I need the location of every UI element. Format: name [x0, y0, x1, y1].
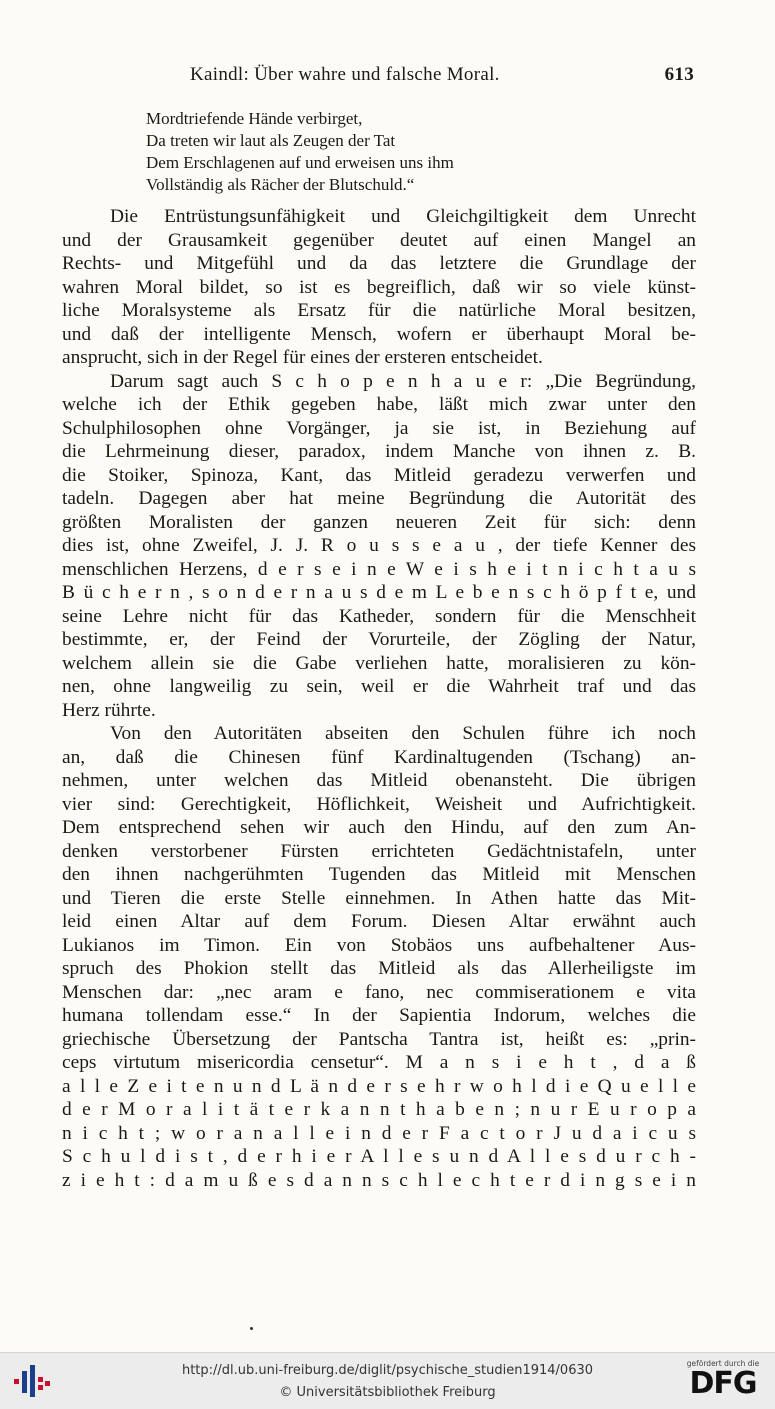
funder-logo [681, 1359, 765, 1405]
text-line: größten Moralisten der ganzen neueren Zeit für sich: denn [62, 511, 696, 533]
text-line: seine Lehre nicht für das Katheder, sondern für die Menschheit [62, 605, 696, 627]
text-line: leid einen Altar auf dem Forum. Diesen Altar erwähnt auch [62, 911, 696, 932]
text-line: dies ist, ohne Zweifel, J. J. R o u s s e a u , der tiefe Kenner des [62, 535, 696, 556]
text-line: z i e h t : d a m u ß e s d a n n s c h l e c h t e r d i n g s e i n [62, 1169, 696, 1191]
verse-line: Vollständig als Rächer der Blutschuld.“ [146, 175, 415, 194]
text-line: und daß der intelligente Mensch, wofern er überhaupt Moral be- [62, 323, 696, 345]
text-line: liche Moralsysteme als Ersatz für die natürliche Moral besitzen, [62, 300, 696, 321]
text-line: den ihnen nachgerühmten Tugenden das Mitleid mit Menschen [62, 864, 696, 885]
text-line: ansprucht, sich in der Regel für eines der ersteren entscheidet. [62, 347, 543, 368]
text-line: Darum sagt auch S c h o p e n h a u e r: „Die Begründung, [110, 370, 696, 392]
viewer-footer [0, 1352, 775, 1409]
text-line: Lukianos im Timon. Ein von Stobäos uns aufbehaltener Aus- [62, 934, 696, 956]
text-line: die Stoiker, Spinoza, Kant, das Mitleid geradezu verwerfen und [62, 464, 696, 486]
text-line: a l l e Z e i t e n u n d L ä n d e r s e h r w o h l d i e Q u e l l e [62, 1075, 696, 1097]
text-line: spruch des Phokion stellt das Mitleid als das Allerheiligste im [62, 958, 696, 979]
text-line: Von den Autoritäten abseiten den Schulen führe ich noch [110, 723, 696, 744]
text-line: wahren Moral bildet, so ist es begreiflich, daß wir so viele künst- [62, 276, 696, 298]
text-line: Dem entsprechend sehen wir auch den Hindu, auf den zum An- [62, 817, 696, 838]
page-number: 613 [664, 64, 694, 85]
text-line: und Tieren die erste Stelle einnehmen. In Athen hatte das Mit- [62, 887, 696, 909]
text-line: denken verstorbener Fürsten errichteten Gedächtnistafeln, unter [62, 840, 696, 862]
text-line: Herz rührte. [62, 699, 156, 721]
text-line: die Lehrmeinung dieser, paradox, indem Manche von ihnen z. B. [62, 441, 696, 462]
verse-quotation [146, 108, 454, 196]
copyright-notice: © Universitätsbibliothek Freiburg [279, 1385, 496, 1400]
text-line: humana tollendam esse.“ In der Sapientia Indorum, welches die [62, 1005, 696, 1026]
text-line: und der Grausamkeit gegenüber deutet auf einen Mangel an [62, 229, 696, 251]
verse-line: Mordtriefende Hände verbirget, [146, 109, 363, 128]
text-line: vier sind: Gerechtigkeit, Höflichkeit, Weisheit und Aufrichtigkeit. [62, 793, 696, 815]
text-line: ceps virtutum misericordia censetur“. M a n s i e h t , d a ß [62, 1052, 696, 1073]
text-line: B ü c h e r n , s o n d e r n a u s d e m L e b e n s c h ö p f t e, und [62, 582, 696, 603]
text-line: welchem allein sie die Gabe verliehen hatte, moralisieren zu kön- [62, 652, 696, 674]
verse-line: Dem Erschlagenen auf und erweisen uns ihm [146, 153, 454, 172]
text-line: Rechts- und Mitgefühl und da das letztere die Grundlage der [62, 253, 696, 274]
text-line: griechische Übersetzung der Pantscha Tantra ist, heißt es: „prin- [62, 1028, 696, 1050]
permalink-url[interactable]: http://dl.ub.uni-freiburg.de/diglit/psychische_studien1914/0630 [181, 1363, 594, 1378]
text-line: d e r M o r a l i t ä t e r k a n n t h a b e n ; n u r E u r o p a [62, 1099, 696, 1120]
running-head-title: Kaindl: Über wahre und falsche Moral. [190, 64, 500, 85]
verse-line: Da treten wir laut als Zeugen der Tat [146, 131, 396, 150]
text-line: tadeln. Dagegen aber hat meine Begründung die Autorität des [62, 488, 696, 509]
text-line: menschlichen Herzens, d e r s e i n e W e i s h e i t n i c h t a u s [62, 558, 696, 580]
text-line: n i c h t ; w o r a n a l l e i n d e r F a c t o r J u d a i c u s [62, 1122, 696, 1144]
text-line: Schulphilosophen ohne Vorgänger, ja sie ist, in Beziehung auf [62, 417, 696, 439]
scan-speck [250, 1327, 253, 1330]
dfg-logo: DFG [689, 1366, 757, 1401]
funder-note: gefördert durch die [686, 1359, 760, 1368]
text-line: Die Entrüstungsunfähigkeit und Gleichgiltigkeit dem Unrecht [110, 206, 696, 227]
running-head [190, 64, 694, 88]
body-text [62, 205, 696, 1192]
text-line: Menschen dar: „nec aram e fano, nec commiserationem e vita [62, 981, 696, 1003]
text-line: nehmen, unter welchen das Mitleid obenansteht. Die übrigen [62, 770, 696, 791]
text-line: an, daß die Chinesen fünf Kardinaltugenden (Tschang) an- [62, 746, 696, 768]
text-line: welche ich der Ethik gegeben habe, läßt mich zwar unter den [62, 394, 696, 415]
text-line: bestimmte, er, der Feind der Vorurteile, der Zögling der Natur, [62, 629, 696, 650]
text-line: nen, ohne langweilig zu sein, weil er die Wahrheit traf und das [62, 676, 696, 697]
text-line: S c h u l d i s t , d e r h i e r A l l e s u n d A l l e s d u r c h - [62, 1146, 696, 1167]
